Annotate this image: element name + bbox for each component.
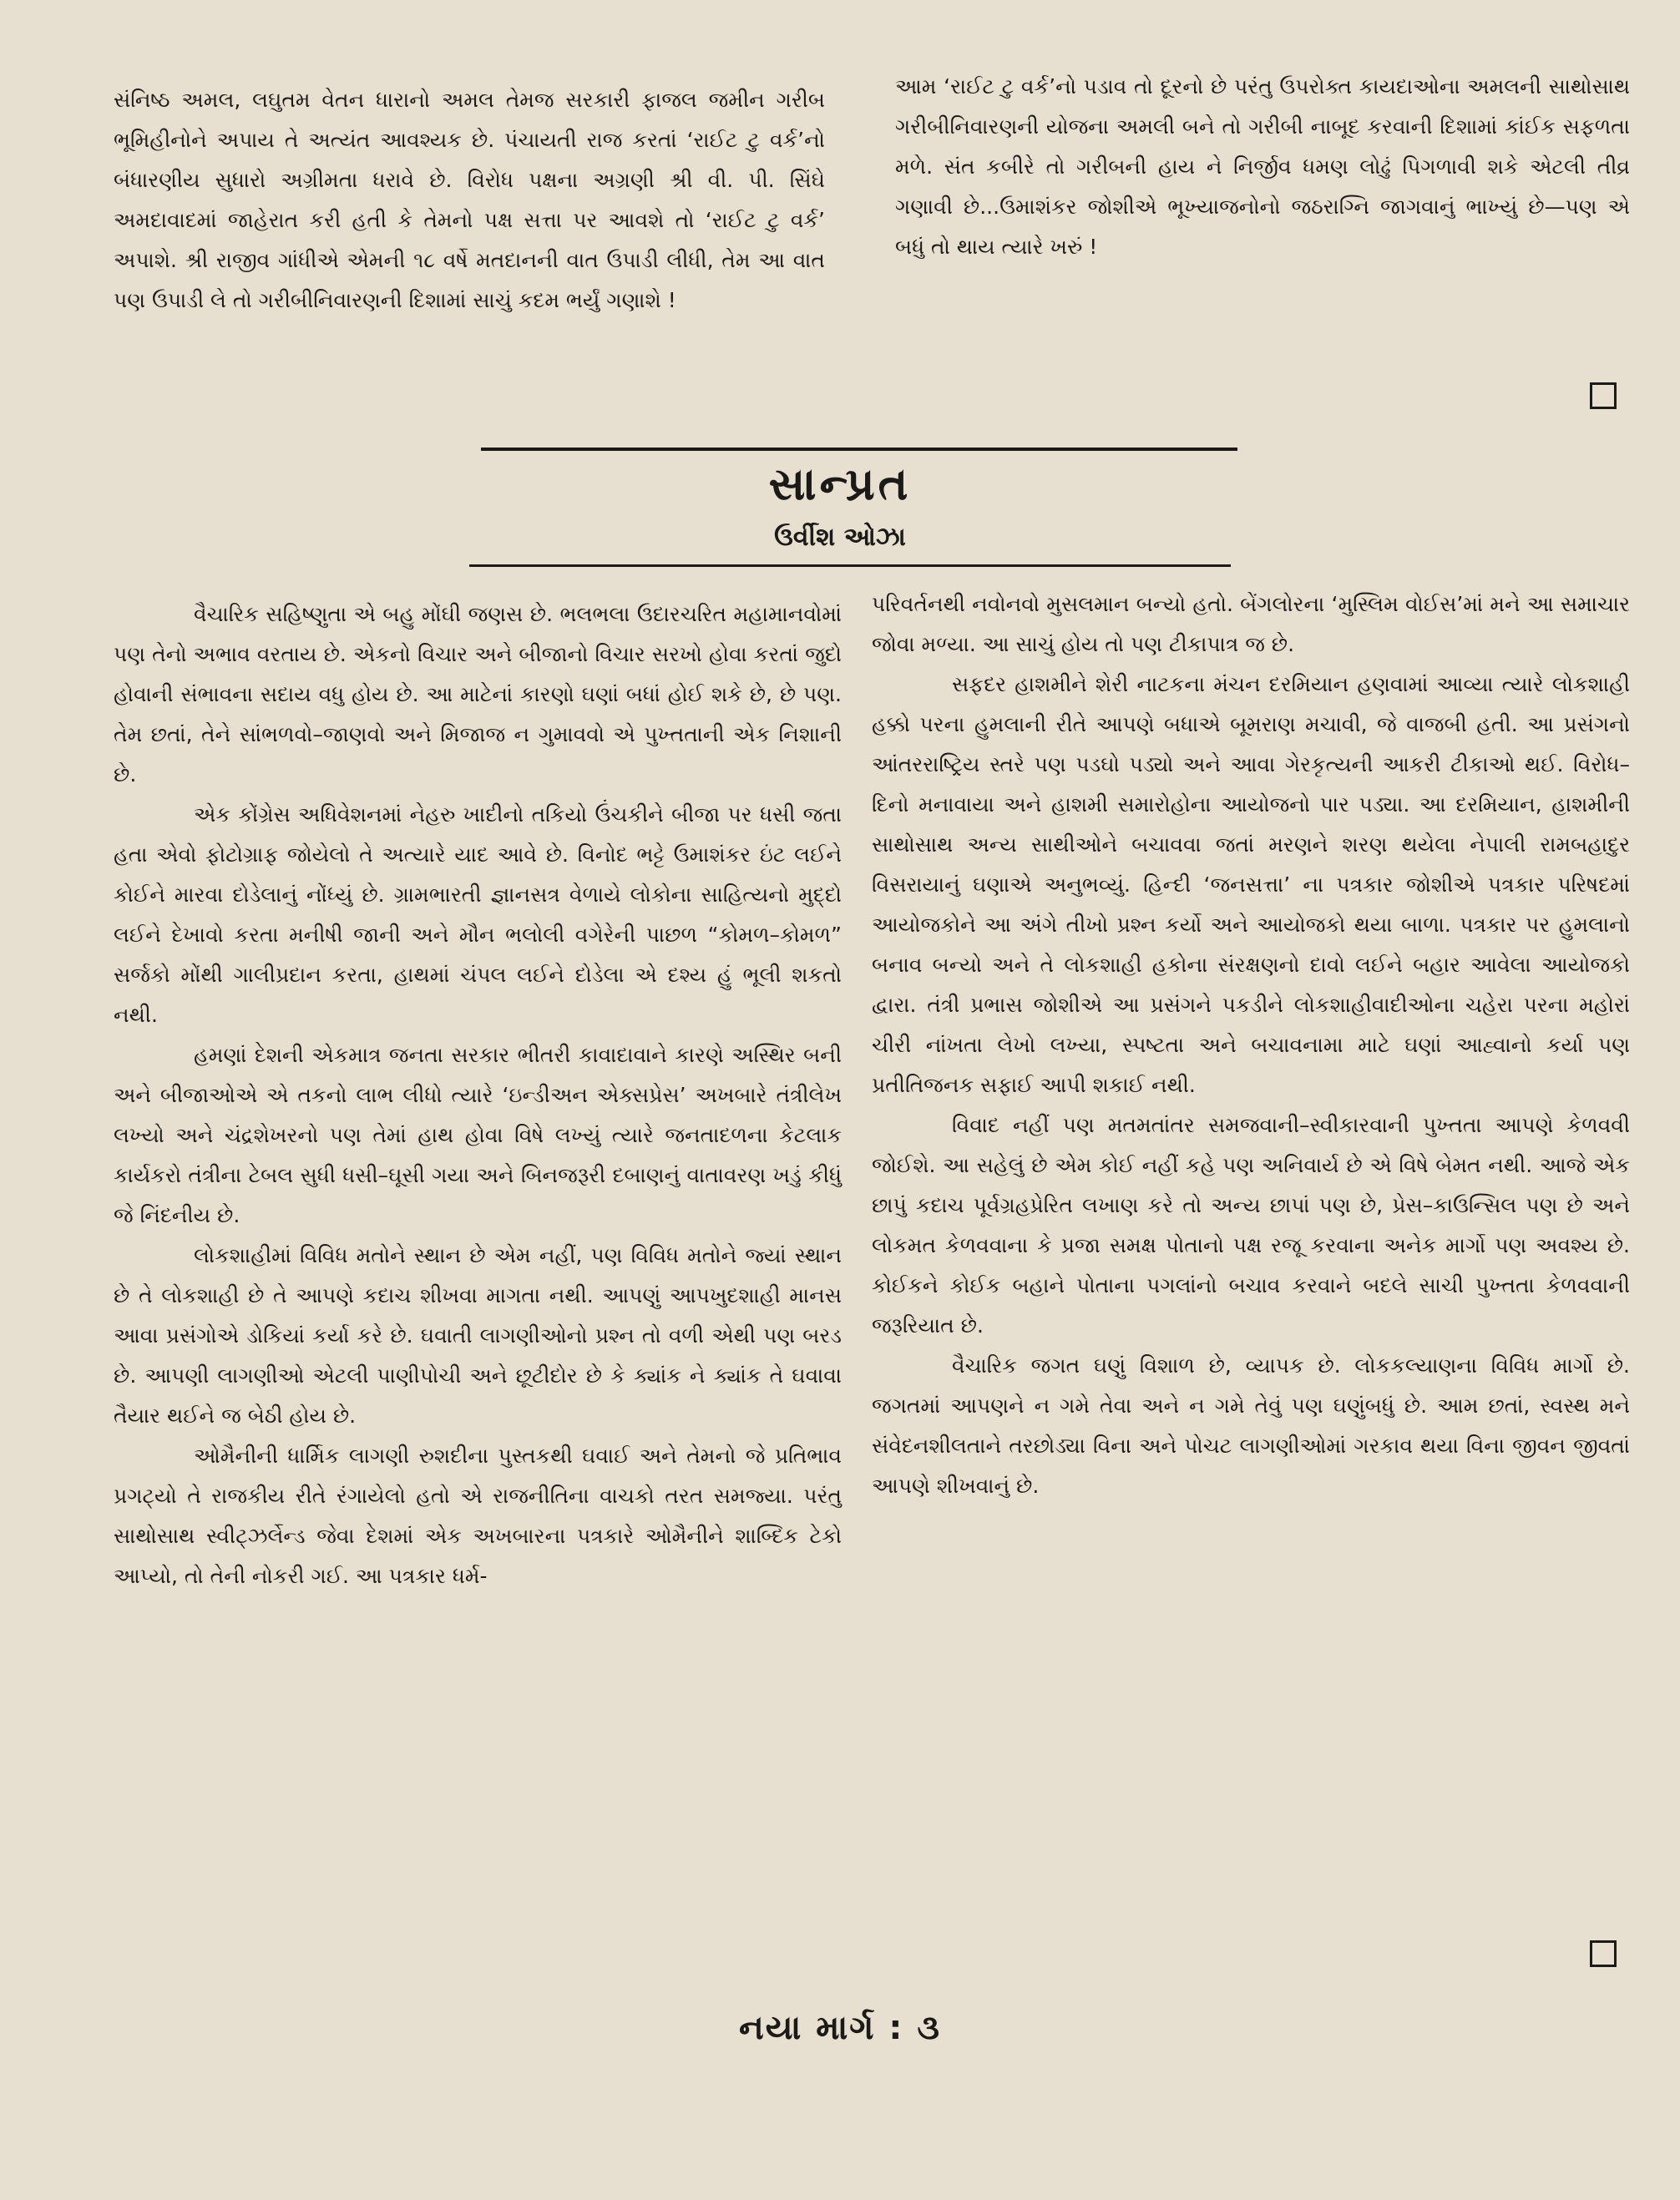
author-byline: ઉર્વીશ ઓઝા [774,523,906,552]
section-title: સાન્પ્રત [768,458,912,510]
paragraph: લોકશાહીમાં વિવિધ મતોને સ્થાન છે એમ નહીં, પણ વિવિધ મતોને જ્યાં સ્થાન છે તે લોકશાહી છે તે આપણે કદાચ શીખવા માગતા નથી. આપણું આપખુદશાહી માનસ આવા પ્રસંગોએ ડોકિયાં કર્યા કરે છે. ઘવાતી લાગણીઓનો પ્રશ્ન તો વળી એથી પણ બરડ છે. આપણી લાગણીઓ એટલી પાણીપોચી અને છૂટીદોર છે કે ક્યાંક ને ક્યાંક તે ઘવાવા તૈયાર થઈને જ બેઠી હોય છે. [114,1243,842,1428]
paragraph: સફદર હાશમીને શેરી નાટકના મંચન દરમિયાન હણવામાં આવ્યા ત્યારે લોકશાહી હક્કો પરના હુમલાની રીતે આપણે બધાએ બૂમરાણ મચાવી, જે વાજબી હતી. આ પ્રસંગનો આંતરરાષ્ટ્રિય સ્તરે પણ પડઘો પડ્યો અને આવા ગેરકૃત્યની આકરી ટીકાઓ થઈ. વિરોધ–દિનો મનાવાયા અને હાશમી સમારોહોના આયોજનો પાર પડ્યા. આ દરમિયાન, હાશમીની સાથોસાથ અન્ય સાથીઓને બચાવવા જતાં મરણને શરણ થયેલા નેપાલી રામબહાદુર વિસરાયાનું ઘણાએ અનુભવ્યું. હિન્દી ‘જનસત્તા’ ના પત્રકાર જોશીએ પત્રકાર પરિષદમાં આયોજકોને આ અંગે તીખો પ્રશ્ન કર્યો અને આયોજકો થયા બાળા. પત્રકાર પર હુમલાનો બનાવ બન્યો અને તે લોકશાહી હકોના સંરક્ષણનો દાવો લઈને બહાર આવેલા આયોજકો દ્વારા. તંત્રી પ્રભાસ જોશીએ આ પ્રસંગને પકડીને લોકશાહીવાદીઓના ચહેરા પરના મહોરાં ચીરી નાંખતા લેખો લખ્યા, સ્પષ્ટતા અને બચાવનામા માટે ઘણાં આહ્વાનો કર્યા પણ પ્રતીતિજનક સફાઈ આપી શકાઈ નથી. [872,672,1630,1097]
article-right-column [872,584,1630,1506]
end-mark-icon [1590,382,1617,409]
paragraph: વિવાદ નહીં પણ મતમતાંતર સમજવાની–સ્વીકારવાની પુખ્તતા આપણે કેળવવી જોઈશે. આ સહેલું છે એમ કોઈ નહીં કહે પણ અનિવાર્ય છે એ વિષે બેમત નથી. આજે એક છાપું કદાચ પૂર્વગ્રહપ્રેરિત લખાણ કરે તો અન્ય છાપાં પણ છે, પ્રેસ–કાઉન્સિલ પણ છે અને લોકમત કેળવવાના કે પ્રજા સમક્ષ પોતાનો પક્ષ રજૂ કરવાના અનેક માર્ગો પણ અવશ્ય છે. કોઈકને કોઈક બહાને પોતાના પગલાંનો બચાવ કરવાને બદલે સાચી પુખ્તતા કેળવવાની જરૂરિયાત છે. [872,1113,1630,1338]
paragraph: પરિવર્તનથી નવોનવો મુસલમાન બન્યો હતો. બેંગલોરના ‘મુસ્લિમ વોઈસ’માં મને આ સમાચાર જોવા મળ્યા. આ સાચું હોય તો પણ ટીકાપાત્ર જ છે. [872,592,1630,656]
paragraph: સંનિષ્ઠ અમલ, લઘુતમ વેતન ધારાનો અમલ તેમજ સરકારી ફાજલ જમીન ગરીબ ભૂમિહીનોને અપાય તે અત્યંત આવશ્યક છે. પંચાયતી રાજ કરતાં ‘રાઈટ ટુ વર્ક’નો બંધારણીય સુધારો અગ્રીમતા ધરાવે છે. વિરોધ પક્ષના અગ્રણી શ્રી વી. પી. સિંઘે અમદાવાદમાં જાહેરાત કરી હતી કે તેમનો પક્ષ સત્તા પર આવશે તો ‘રાઈટ ટુ વર્ક’ અપાશે. શ્રી રાજીવ ગાંધીએ એમની ૧૮ વર્ષે મતદાનની વાત ઉપાડી લીધી, તેમ આ વાત પણ ઉપાડી લે તો ગરીબીનિવારણની દિશામાં સાચું કદમ ભર્યું ગણાશે ! [114,88,825,312]
paragraph: એક કોંગ્રેસ અધિવેશનમાં નેહરુ ખાદીનો તકિયો ઉંચકીને બીજા પર ધસી જતા હતા એવો ફોટોગ્રાફ જોયેલો તે અત્યારે યાદ આવે છે. વિનોદ ભટ્ટે ઉમાશંકર ઇંટ લઈને કોઈને મારવા દોડેલાનું નોંધ્યું છે. ગ્રામભારતી જ્ઞાનસત્ર વેળાયે લોકોના સાહિત્યનો મુદ્દો લઈને દેખાવો કરતા મનીષી જાની અને મૌન ભલોલી વગેરેની પાછળ “કોમળ–કોમળ” સર્જકો મોંથી ગાલીપ્રદાન કરતા, હાથમાં ચંપલ લઈને દોડેલા એ દશ્ય હું ભૂલી શકતો નથી. [114,802,842,1027]
paragraph: વૈચારિક સહિષ્ણુતા એ બહુ મોંઘી જણસ છે. ભલભલા ઉદારચરિત મહામાનવોમાં પણ તેનો અભાવ વરતાય છે. એકનો વિચાર અને બીજાનો વિચાર સરખો હોવા કરતાં જુદો હોવાની સંભાવના સદાય વધુ હોય છે. આ માટેનાં કારણો ઘણાં બધાં હોઈ શકે છે, છે પણ. તેમ છતાં, તેને સાંભળવો–જાણવો અને મિજાજ ન ગુમાવવો એ પુખ્તતાની એક નિશાની છે. [114,602,842,786]
article-left-column [114,594,842,1596]
page-footer: નયા માર્ગ : ૩ [738,2009,941,2047]
paragraph: વૈચારિક જગત ઘણું વિશાળ છે, વ્યાપક છે. લોકકલ્યાણના વિવિધ માર્ગો છે. જગતમાં આપણને ન ગમે તેવા અને ન ગમે તેવું પણ ઘણુંબધું છે. આમ છતાં, સ્વસ્થ મને સંવેદનશીલતાને તરછોડ્યા વિના અને પોચટ લાગણીઓમાં ગરકાવ થયા વિના જીવન જીવતાં આપણે શીખવાનું છે. [872,1353,1630,1498]
byline-divider [469,564,1231,567]
paragraph: ઓમૈનીની ધાર્મિક લાગણી રુશદીના પુસ્તકથી ઘવાઈ અને તેમનો જે પ્રતિભાવ પ્રગટ્યો તે રાજકીય રીતે રંગાયેલો હતો એ રાજનીતિના વાચકો તરત સમજ્યા. પરંતુ સાથોસાથ સ્વીટ્ઝર્લેન્ડ જેવા દેશમાં એક અખબારના પત્રકારે ઓમૈનીને શાબ્દિક ટેકો આપ્યો, તો તેની નોકરી ગઈ. આ પત્રકાર ધર્મ- [114,1444,842,1588]
prev-article-left-column [114,80,825,321]
paragraph: હમણાં દેશની એકમાત્ર જનતા સરકાર ભીતરી કાવાદાવાને કારણે અસ્થિર બની અને બીજાઓએ એ તકનો લાભ લીધો ત્યારે ‘ઇન્ડીઅન એક્સપ્રેસ’ અખબારે તંત્રીલેખ લખ્યો અને ચંદ્રશેખરનો પણ તેમાં હાથ હોવા વિષે લખ્યું ત્યારે જનતાદળના કેટલાક કાર્યકરો તંત્રીના ટેબલ સુધી ધસી–ઘૂસી ગયા અને બિનજરૂરી દબાણનું વાતાવરણ ખડું કીધું જે નિંદનીય છે. [114,1043,842,1227]
section-divider [481,448,1237,451]
end-mark-icon [1590,1940,1617,1967]
paragraph: આમ ‘રાઈટ ટુ વર્ક’નો પડાવ તો દૂરનો છે પરંતુ ઉપરોક્ત કાયદાઓના અમલની સાથોસાથ ગરીબીનિવારણની યોજના અમલી બને તો ગરીબી નાબૂદ કરવાની દિશામાં કાંઈક સફળતા મળે. સંત કબીરે તો ગરીબની હાય ને નિર્જીવ ધમણ લોઢું પિગળાવી શકે એટલી તીવ્ર ગણાવી છે...ઉમાશંકર જોશીએ ભૂખ્યાજનોનો જઠરાગ્નિ જાગવાનું ભાખ્યું છે—પણ એ બધું તો થાય ત્યારે ખરું ! [895,74,1630,259]
prev-article-right-column [895,67,1630,267]
